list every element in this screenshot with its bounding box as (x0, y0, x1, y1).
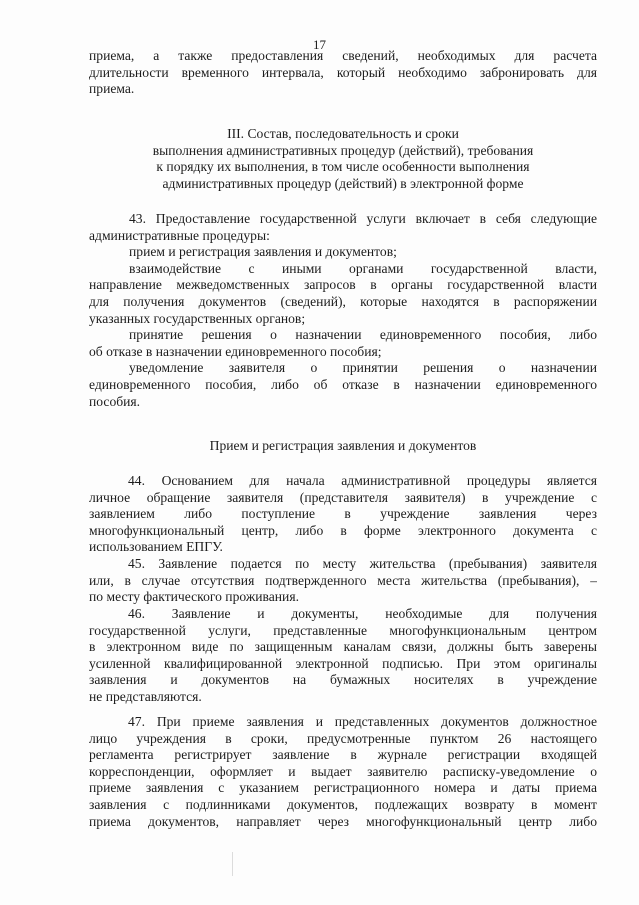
text-line: заявления и документов на бумажных носителях в учреждение (89, 672, 597, 688)
text-line: административные процедуры: (89, 227, 270, 243)
text-line: в электронном виде по защищенным каналам связи, должны быть заверены (89, 639, 597, 655)
heading-line: административных процедур (действий) в электронной форме (162, 175, 524, 191)
text-line: пособия. (89, 393, 141, 409)
scan-mark (232, 852, 233, 876)
text-line: не представляются. (89, 688, 202, 704)
text-line: об отказе в назначении единовременного пособия; (89, 343, 382, 359)
heading-line: выполнения административных процедур (действий), требования (152, 142, 534, 158)
text-line: указанных государственных органов; (89, 310, 306, 326)
paragraph-46 (89, 606, 597, 706)
text-line: заявления с подлинниками документов, подлежащих возврату в момент (89, 796, 597, 812)
text-line: многофункциональный центр, либо в форме электронного документа с (89, 522, 597, 538)
text-line: принятие решения о назначении единовременного пособия, либо (129, 327, 597, 343)
text-line: использованием ЕПГУ. (89, 539, 223, 555)
text-line: 46. Заявление и документы, необходимые для получения (128, 606, 597, 621)
text-line: государственной услуги, представленные многофункциональным центром (89, 622, 597, 638)
paragraph-45 (89, 556, 597, 606)
text-line: заявлением либо поступление в учреждение заявления через (89, 506, 597, 522)
text-line: приема, а также предоставления сведений, необходимых для расчета (89, 48, 597, 63)
text-line: корреспонденции, оформляет и выдает заявителю расписку-уведомление о (89, 763, 597, 779)
text-line: или, в случае отсутствия подтвержденного места жительства (пребывания), – (89, 572, 597, 588)
text-line: взаимодействие с иными органами государственной власти, (129, 260, 597, 276)
text-line: регламента регистрирует заявление в журнале регистрации входящей (89, 747, 597, 763)
text-line: длительности временного интервала, который необходимо забронировать для (89, 64, 597, 80)
text-line: 47. При приеме заявления и представленных документов должностное (128, 714, 597, 729)
subheading-text: Прием и регистрация заявления и документов (209, 438, 477, 453)
text-line: приеме заявления с указанием регистрационного номера и даты приема (89, 780, 597, 796)
text-line: 43. Предоставление государственной услуги включает в себя следующие (129, 211, 597, 226)
paragraph-43 (89, 211, 597, 410)
section-heading (89, 126, 597, 192)
intro-paragraph (89, 48, 597, 98)
text-line: 44. Основанием для начала административной процедуры является (128, 473, 597, 488)
text-line: приема документов, направляет через многофункциональный центр либо (89, 813, 597, 829)
subheading (89, 438, 597, 455)
text-line: единовременного пособия, либо об отказе в назначении единовременного (89, 376, 597, 392)
text-line: 45. Заявление подается по месту жительства (пребывания) заявителя (128, 556, 597, 571)
text-line: усиленной квалифицированной электронной подписью. При этом оригиналы (89, 655, 597, 671)
text-line: лицо учреждения в сроки, предусмотренные пунктом 26 настоящего (89, 730, 597, 746)
heading-line: III. Состав, последовательность и сроки (227, 126, 459, 141)
text-line: приема. (89, 81, 135, 97)
text-line: по месту фактического проживания. (89, 589, 299, 605)
text-line: прием и регистрация заявления и документов; (129, 244, 397, 260)
paragraph-44 (89, 473, 597, 556)
text-line: направление межведомственных запросов в органы государственной власти (89, 277, 597, 293)
page-number: 17 (313, 37, 326, 52)
text-line: уведомление заявителя о принятии решения о назначении (129, 360, 597, 376)
heading-line: к порядку их выполнения, в том числе особенности выполнения (156, 159, 530, 175)
paragraph-47 (89, 714, 597, 830)
text-line: для получения документов (сведений), которые находятся в распоряжении (89, 293, 597, 309)
text-line: личное обращение заявителя (представителя заявителя) в учреждение с (89, 489, 597, 505)
